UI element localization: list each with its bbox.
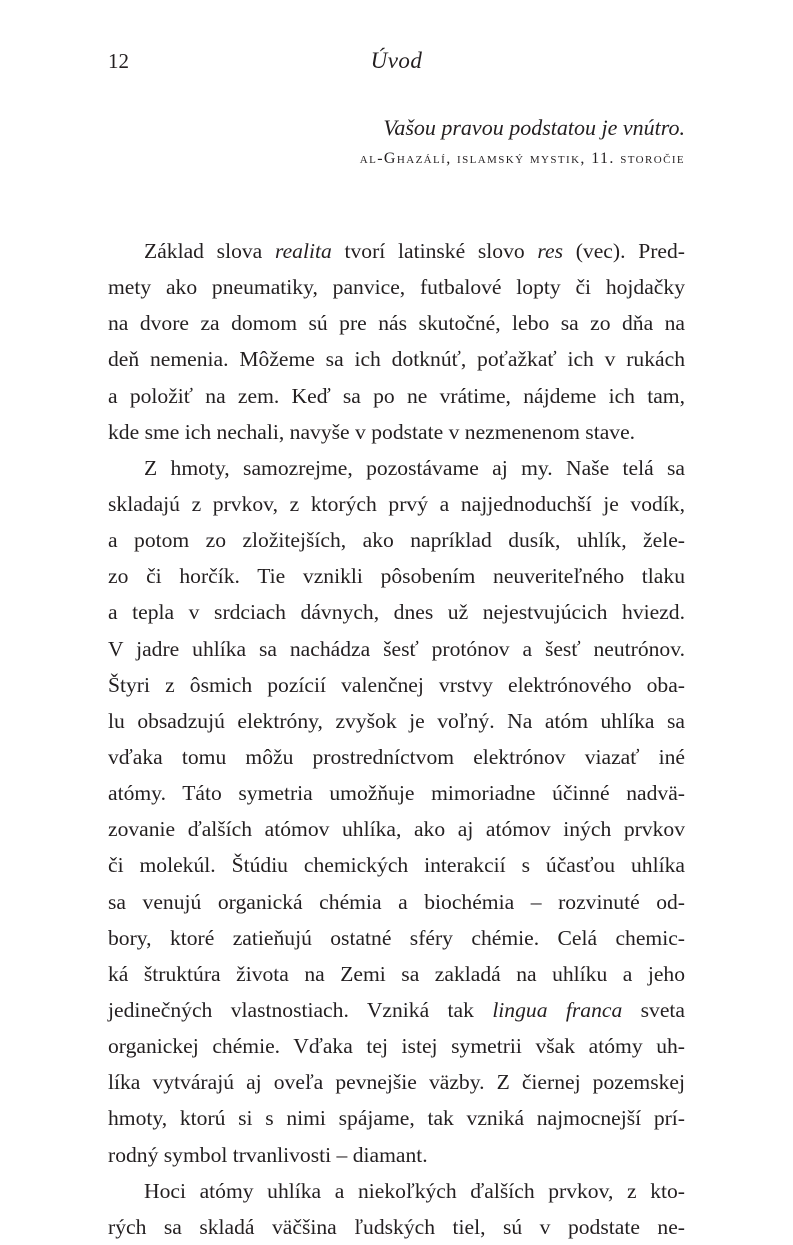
text-run: Základ slova bbox=[144, 239, 275, 263]
text-line: zo či horčík. Tie vznikli pôsobením neuveriteľného tlaku bbox=[108, 564, 685, 589]
text-line: rých sa skladá väčšina ľudských tiel, sú v podstate ne- bbox=[108, 1214, 685, 1239]
text-line: organickej chémie. Vďaka tej istej symetrii však atómy uh- bbox=[108, 1034, 685, 1059]
italic-term: realita bbox=[274, 239, 332, 263]
text-line: a potom zo zložitejších, ako napríklad dusík, uhlík, žele- bbox=[108, 528, 685, 553]
italic-term: res bbox=[537, 239, 563, 263]
text-line: V jadre uhlíka sa nachádza šesť protónov a šesť neutrónov. bbox=[108, 636, 685, 661]
epigraph-source: al-Ghazálí, islamský mystik, 11. storočie bbox=[359, 150, 685, 167]
text-line: zovanie ďalších atómov uhlíka, ako aj atómov iných prvkov bbox=[108, 817, 685, 842]
italic-term: lingua franca bbox=[492, 997, 623, 1022]
text-line: rodný symbol trvanlivosti – diamant. bbox=[108, 1142, 428, 1167]
text-line: atómy. Táto symetria umožňuje mimoriadne účinné nadvä- bbox=[108, 781, 685, 806]
text-line: vďaka tomu môžu prostredníctvom elektrónov viazať iné bbox=[108, 744, 685, 769]
text-line: skladajú z prvkov, z ktorých prvý a najjednoduchší je vodík, bbox=[108, 491, 685, 516]
text-line: a tepla v srdciach dávnych, dnes už nejestvujúcich hviezd. bbox=[108, 600, 685, 625]
epigraph-quote: Vašou pravou podstatou je vnútro. bbox=[383, 115, 685, 140]
running-head: Úvod bbox=[370, 48, 423, 73]
text-line: deň nemenia. Môžeme sa ich dotknúť, poťažkať ich v rukách bbox=[108, 347, 685, 372]
text-line: kde sme ich nechali, navyše v podstate v nezmenenom stave. bbox=[108, 419, 636, 444]
text-run: sveta bbox=[622, 997, 685, 1022]
text-line: mety ako pneumatiky, panvice, futbalové lopty či hojdačky bbox=[108, 275, 685, 300]
text-line: Štyri z ôsmich pozícií valenčnej vrstvy elektrónového oba- bbox=[108, 672, 685, 697]
text-line: sa venujú organická chémia a biochémia – rozvinuté od- bbox=[108, 889, 685, 914]
page-number: 12 bbox=[108, 49, 129, 73]
text-line: na dvore za domom sú pre nás skutočné, lebo sa zo dňa na bbox=[108, 311, 685, 336]
text-line: ká štruktúra života na Zemi sa zakladá na uhlíku a jeho bbox=[108, 961, 685, 986]
text-line: líka vytvárajú aj oveľa pevnejšie väzby. Z čiernej pozemskej bbox=[108, 1070, 685, 1095]
text-line: Hoci atómy uhlíka a niekoľkých ďalších prvkov, z kto- bbox=[144, 1178, 685, 1203]
text-line bbox=[108, 992, 685, 1028]
text-run: (vec). Pred- bbox=[563, 239, 685, 263]
text-line bbox=[108, 233, 685, 269]
text-line: či molekúl. Štúdiu chemických interakcií s účasťou uhlíka bbox=[108, 853, 685, 878]
text-line: Z hmoty, samozrejme, pozostávame aj my. Naše telá sa bbox=[144, 455, 685, 480]
text-run: tvorí latinské slovo bbox=[331, 239, 538, 263]
text-run: jedinečných vlastnostiach. Vzniká tak bbox=[108, 997, 493, 1022]
epigraph bbox=[108, 113, 685, 174]
body-text bbox=[108, 233, 685, 1245]
text-line: a položiť na zem. Keď sa po ne vrátime, nájdeme ich tam, bbox=[108, 383, 685, 408]
text-line: lu obsadzujú elektróny, zvyšok je voľný. Na atóm uhlíka sa bbox=[108, 708, 685, 733]
text-line: bory, ktoré zatieňujú ostatné sféry chémie. Celá chemic- bbox=[108, 925, 685, 950]
text-line: hmoty, ktorú si s nimi spájame, tak vzniká najmocnejší prí- bbox=[108, 1106, 685, 1131]
